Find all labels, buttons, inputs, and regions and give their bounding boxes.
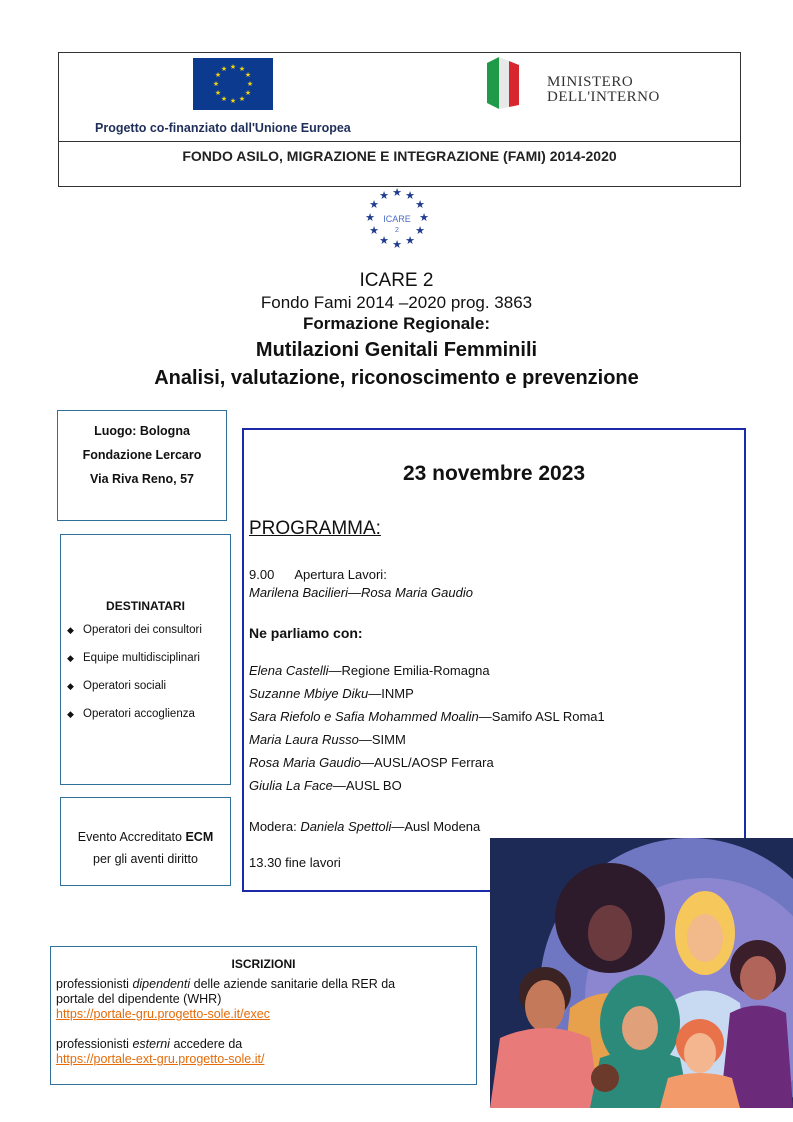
programma-label: PROGRAMMA: (249, 518, 381, 539)
link-portale-gru[interactable]: https://portale-gru.progetto-sole.it/exec (56, 1007, 271, 1021)
speaker-row (249, 663, 490, 678)
destinatari-list (61, 623, 230, 721)
list-item-label: Operatori dei consultori (83, 624, 202, 636)
speaker-name: Suzanne Mbiye Diku (249, 686, 369, 701)
modera-name: Daniela Spettoli (300, 819, 392, 834)
svg-text:★: ★ (415, 198, 425, 211)
list-item (67, 707, 230, 721)
luogo-box (57, 410, 227, 521)
speaker-org: —AUSL BO (332, 778, 402, 793)
header-box (58, 52, 741, 187)
svg-text:★: ★ (229, 63, 237, 71)
list-item (67, 651, 230, 665)
speaker-name: Giulia La Face (249, 778, 333, 793)
speaker-name: Elena Castelli (249, 663, 329, 678)
iscrizioni-box (50, 946, 477, 1085)
svg-text:★: ★ (238, 95, 246, 103)
svg-text:★: ★ (405, 234, 415, 247)
speaker-row (249, 755, 494, 770)
svg-text:★: ★ (214, 71, 222, 79)
list-item-label: Equipe multidisciplinari (83, 652, 200, 664)
ecm-line2: per gli aventi diritto (93, 852, 198, 866)
ne-parliamo-label: Ne parliamo con: (249, 625, 363, 641)
ecm-prefix: Evento Accreditato (77, 830, 186, 844)
ecm-box (60, 797, 231, 886)
project-title: ICARE 2 (359, 270, 434, 291)
svg-text:★: ★ (419, 211, 429, 224)
est-italic: esterni (132, 1037, 170, 1051)
opening-names: Marilena Bacilieri—Rosa Maria Gaudio (249, 585, 473, 600)
iscrizioni-title: ISCRIZIONI (231, 957, 296, 971)
fondo-fami-title: FONDO ASILO, MIGRAZIONE E INTEGRAZIONE (FAMI) 2014-2020 (182, 148, 617, 164)
spacer (56, 1022, 476, 1037)
est-post: accedere da (169, 1037, 243, 1051)
destinatari-title: DESTINATARI (106, 599, 185, 613)
speaker-org: —SIMM (358, 732, 406, 747)
svg-text:★: ★ (379, 234, 389, 247)
speaker-row (249, 709, 605, 724)
svg-text:★: ★ (212, 80, 220, 88)
ministero-emblem-icon (485, 55, 521, 111)
opening-time: 9.00 (249, 567, 275, 582)
svg-text:★: ★ (246, 80, 254, 88)
svg-text:★: ★ (220, 95, 228, 103)
modera-line (249, 819, 480, 834)
dip-italic: dipendenti (132, 977, 191, 991)
cofinanziato-text: Progetto co-finanziato dall'Unione Europea (95, 121, 351, 135)
svg-text:★: ★ (244, 89, 252, 97)
opening-line (249, 567, 387, 582)
svg-text:★: ★ (392, 238, 402, 251)
ecm-line1 (61, 826, 230, 848)
opening-label: Apertura Lavori: (294, 567, 387, 582)
icare-logo-number: 2 (395, 227, 399, 234)
list-item-label: Operatori accoglienza (83, 708, 195, 720)
svg-text:★: ★ (369, 224, 379, 237)
dip-pre: professionisti (56, 977, 133, 991)
dipendenti-line2: portale del dipendente (WHR) (56, 992, 222, 1006)
speaker-name: Sara Riefolo e Safia Mohammed Moalin (249, 709, 479, 724)
diverse-women-illustration (490, 838, 793, 1108)
speaker-name: Maria Laura Russo (249, 732, 359, 747)
ministero-line1: MINISTERO (547, 74, 634, 90)
iscrizioni-body (51, 977, 476, 1067)
svg-text:★: ★ (392, 186, 402, 199)
icare-logo-label: ICARE (383, 214, 411, 224)
diamond-bullet-icon: ◆ (67, 681, 74, 691)
list-item-label: Operatori sociali (83, 680, 167, 692)
eu-flag-icon (193, 58, 273, 110)
modera-org: —Ausl Modena (391, 819, 481, 834)
luogo-address: Via Riva Reno, 57 (90, 472, 194, 486)
fund-title: Fondo Fami 2014 –2020 prog. 3863 (260, 293, 533, 312)
end-line: 13.30 fine lavori (249, 855, 341, 870)
svg-text:★: ★ (244, 71, 252, 79)
svg-text:★: ★ (379, 189, 389, 202)
list-item (67, 679, 230, 693)
svg-text:★: ★ (238, 65, 246, 73)
luogo-venue: Fondazione Lercaro (82, 448, 202, 462)
programma-box (242, 428, 746, 892)
est-pre: professionisti (56, 1037, 133, 1051)
dip-post: delle aziende sanitarie della RER da (190, 977, 396, 991)
speaker-row (249, 778, 402, 793)
diamond-bullet-icon: ◆ (67, 709, 74, 719)
speaker-row (249, 732, 406, 747)
svg-text:★: ★ (229, 97, 237, 105)
link-portale-ext-gru[interactable]: https://portale-ext-gru.progetto-sole.it/ (56, 1052, 265, 1066)
main-title: Mutilazioni Genitali Femminili (255, 339, 538, 361)
dipendenti-line (56, 977, 476, 992)
subtitle: Analisi, valutazione, riconoscimento e prevenzione (154, 367, 639, 389)
speaker-name: Rosa Maria Gaudio (249, 755, 361, 770)
svg-text:★: ★ (365, 211, 375, 224)
list-item (67, 623, 230, 637)
icare-logo-icon (360, 186, 434, 256)
speaker-row (249, 686, 414, 701)
ministero-line2: DELL'INTERNO (547, 89, 660, 105)
svg-text:★: ★ (405, 189, 415, 202)
diamond-bullet-icon: ◆ (67, 625, 74, 635)
event-date: 23 novembre 2023 (402, 462, 586, 485)
diamond-bullet-icon: ◆ (67, 653, 74, 663)
title-block (0, 270, 793, 392)
speaker-org: —Regione Emilia-Romagna (328, 663, 490, 678)
destinatari-box (60, 534, 231, 785)
svg-text:★: ★ (214, 89, 222, 97)
luogo-city: Luogo: Bologna (94, 424, 190, 438)
formazione-title: Formazione Regionale: (302, 314, 491, 333)
svg-text:★: ★ (415, 224, 425, 237)
header-divider (59, 141, 740, 142)
ministero-text (547, 75, 660, 105)
ecm-bold: ECM (185, 830, 214, 844)
esterni-line (56, 1037, 476, 1052)
svg-text:★: ★ (369, 198, 379, 211)
speaker-org: —Samifo ASL Roma1 (478, 709, 605, 724)
modera-label: Modera: (249, 819, 301, 834)
svg-text:★: ★ (220, 65, 228, 73)
speaker-org: —AUSL/AOSP Ferrara (361, 755, 494, 770)
speaker-org: —INMP (368, 686, 414, 701)
